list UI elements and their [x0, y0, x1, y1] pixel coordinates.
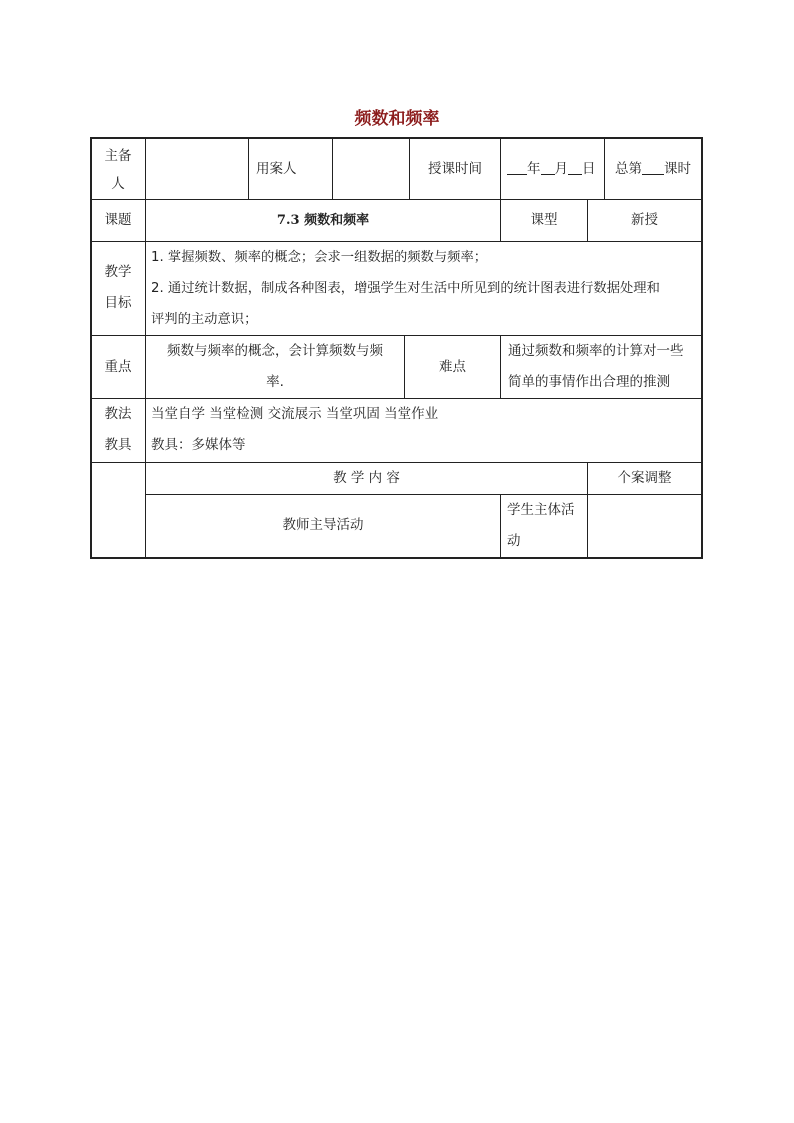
methods-label-line1: 教法	[104, 406, 132, 422]
total-period-field[interactable]	[615, 154, 701, 185]
page-title: 频数和频率	[354, 109, 440, 129]
goal-line-3: 评判的主动意识；	[151, 312, 258, 327]
lesson-type-label: 课型	[530, 212, 558, 228]
difficulty-label: 难点	[439, 359, 466, 375]
student-activity-line2: 动	[507, 533, 521, 549]
methods-line: 当堂自学 当堂检测 交流展示 当堂巩固 当堂作业	[151, 406, 439, 422]
case-adjust-header: 个案调整	[617, 470, 672, 486]
goals-label-line1: 教学	[104, 264, 132, 280]
topic-value: 7.3 频数和频率	[276, 213, 370, 228]
total-prefix: 总第	[615, 161, 642, 177]
preparer-field[interactable]	[146, 139, 248, 199]
year-label: 年	[527, 161, 541, 177]
col-divider	[604, 138, 605, 200]
teacher-activity-header: 教师主导活动	[282, 517, 364, 533]
preparer-label-line1: 主备	[104, 148, 132, 164]
teaching-content-header: 教 学 内 容	[333, 470, 400, 486]
key-point-label: 重点	[104, 359, 132, 375]
col-divider	[500, 335, 501, 399]
goals-label	[91, 257, 145, 319]
methods-label-line2: 教具	[104, 437, 132, 453]
methods-label	[91, 399, 145, 461]
day-blank	[568, 158, 582, 175]
table-right-border	[701, 137, 703, 559]
difficulty-line1: 通过频数和频率的计算对一些	[508, 343, 684, 359]
student-activity-line1: 学生主体活	[507, 502, 575, 518]
row-divider	[91, 199, 702, 200]
table-left-border	[90, 137, 92, 559]
preparer-label	[91, 139, 145, 198]
key-point-line2: 率.	[266, 374, 284, 390]
methods-text	[151, 399, 700, 461]
user-label: 用案人	[256, 161, 297, 177]
preparer-label-line2: 人	[111, 176, 125, 192]
period-blank	[642, 158, 664, 175]
key-point-text	[146, 336, 404, 398]
lesson-type-value: 新授	[631, 212, 658, 228]
goals-label-line2: 目标	[104, 295, 132, 311]
month-label: 月	[554, 161, 568, 177]
month-blank	[541, 158, 555, 175]
tools-line: 教具：多媒体等	[151, 437, 246, 453]
date-field[interactable]	[507, 154, 604, 185]
key-point-line1: 频数与频率的概念，会计算频数与频	[167, 343, 383, 359]
topic-label: 课题	[104, 212, 132, 228]
goal-line-1: 1. 掌握频数、频率的概念；会求一组数据的频数与频率；	[151, 250, 488, 265]
table-bottom-border	[90, 557, 703, 559]
col-divider	[248, 138, 249, 200]
difficulty-line2: 简单的事情作出合理的推测	[508, 374, 670, 390]
year-blank	[507, 158, 527, 175]
user-field[interactable]	[333, 139, 409, 199]
goals-text	[151, 242, 700, 335]
total-suffix: 课时	[664, 161, 691, 177]
student-activity-header	[507, 495, 587, 557]
day-label: 日	[582, 161, 596, 177]
col-divider	[500, 494, 501, 558]
class-time-label: 授课时间	[428, 161, 482, 177]
row-divider	[145, 494, 702, 495]
goal-line-2: 2. 通过统计数据，制成各种图表，增强学生对生活中所见到的统计图表进行数据处理和	[151, 281, 660, 296]
difficulty-text	[508, 336, 701, 398]
